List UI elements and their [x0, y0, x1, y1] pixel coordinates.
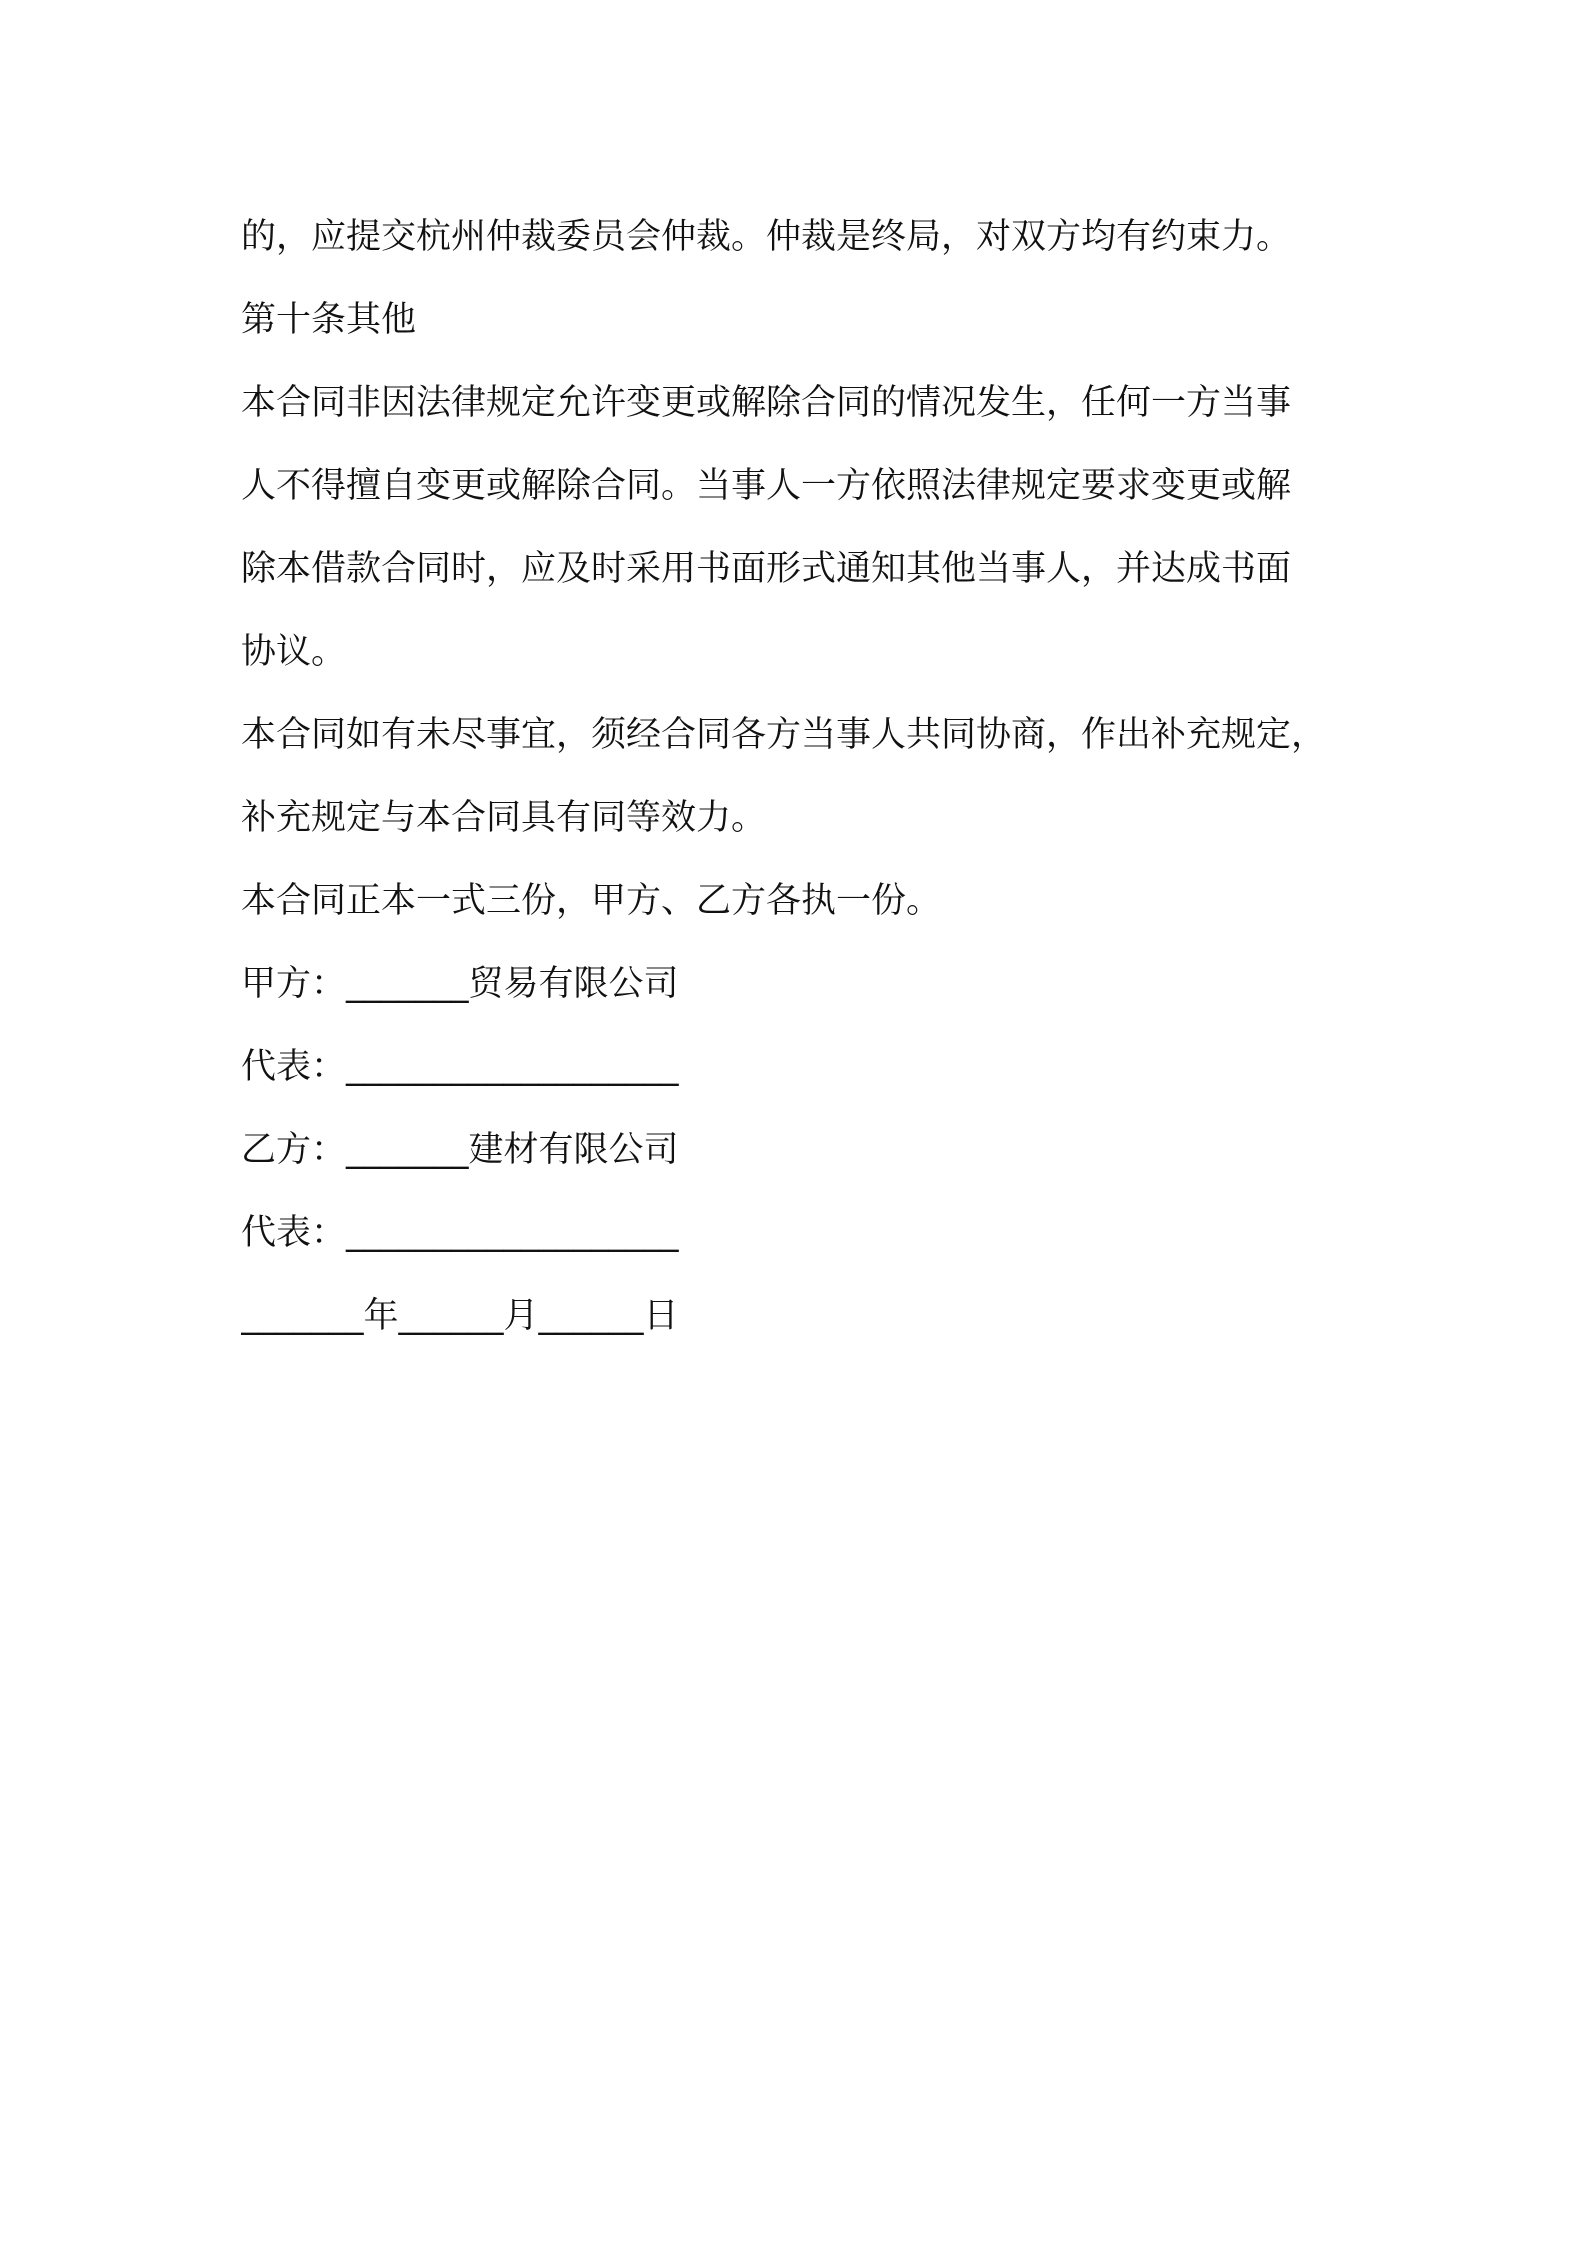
paragraph-line: 补充规定与本合同具有同等效力。	[241, 798, 767, 838]
document-body	[241, 196, 1361, 1358]
representative-a-line: 代表：___________________	[241, 1047, 679, 1087]
party-a-line: 甲方：_______贸易有限公司	[241, 964, 679, 1004]
party-b-line: 乙方：_______建材有限公司	[241, 1130, 679, 1170]
paragraph-line: 本合同正本一式三份，甲方、乙方各执一份。	[241, 881, 942, 921]
section-heading: 第十条其他	[241, 300, 417, 340]
paragraph-line: 除本借款合同时，应及时采用书面形式通知其他当事人，并达成书面	[241, 549, 1292, 589]
representative-b-line: 代表：___________________	[241, 1213, 679, 1253]
paragraph-line: 的，应提交杭州仲裁委员会仲裁。仲裁是终局，对双方均有约束力。	[241, 217, 1292, 257]
date-line: _______年______月______日	[241, 1296, 679, 1336]
paragraph-line: 本合同非因法律规定允许变更或解除合同的情况发生，任何一方当事	[241, 383, 1292, 423]
paragraph-line: 协议。	[241, 632, 347, 672]
paragraph-line: 人不得擅自变更或解除合同。当事人一方依照法律规定要求变更或解	[241, 466, 1292, 506]
paragraph-line: 本合同如有未尽事宜，须经合同各方当事人共同协商，作出补充规定，	[241, 715, 1327, 755]
